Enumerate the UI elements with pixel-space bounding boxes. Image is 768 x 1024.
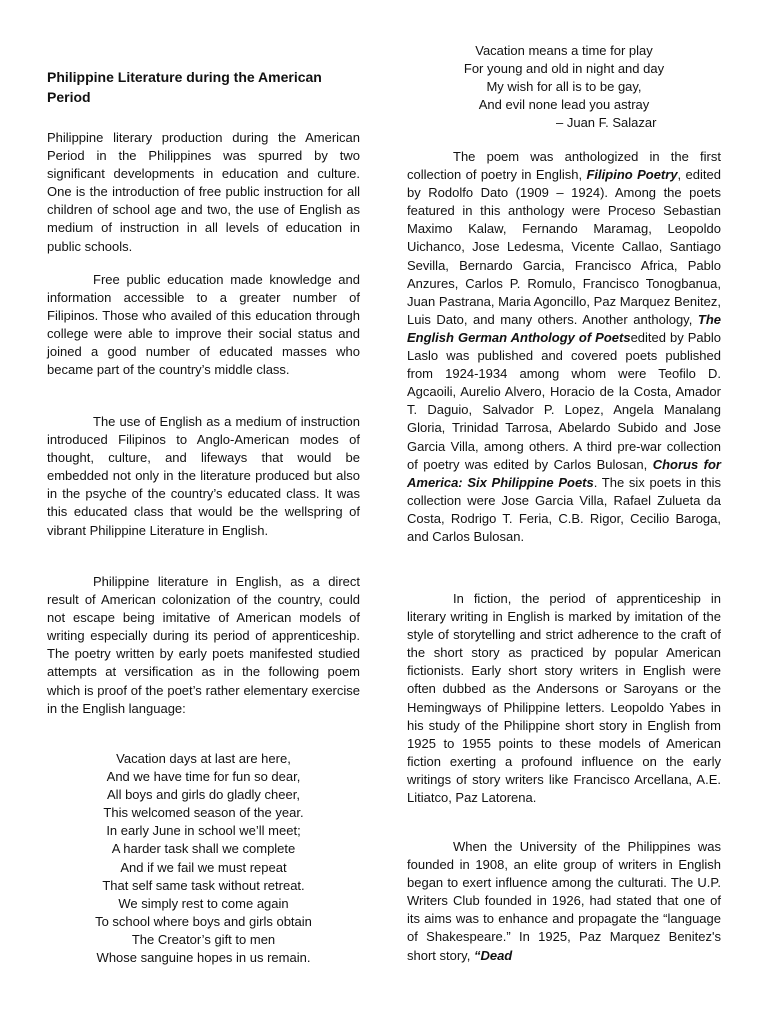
poem-attribution: – Juan F. Salazar: [556, 115, 657, 130]
text-run: When the University of the Philippines was founded in 1908, an elite group of writers in English began to exert influence among the culturati. The U.P. Writers Club founded in 1926, had stated that one of its aims was to enhance and propagate the “language of Shakespeare.” In 1925, Paz Marquez Benitez's short story,: [407, 839, 721, 963]
poem-line: All boys and girls do gladly cheer,: [107, 787, 300, 803]
paragraph-poetry-anthologies: [407, 148, 721, 546]
text-run: , edited by Rodolfo Dato (1909 – 1924). Among the poets featured in this anthology were Proceso Sebastian Maximo Kalaw, Fernando Maramag, Leopoldo Uichanco, Jose Ledesma, Vicente Callao, Santiago Sevilla, Bernardo Garcia, Francisco Africa, Pablo Anzures, Carlos P. Romulo, Francisco Tonogbanua, Juan Pastrana, Maria Agoncillo, Paz Marquez Benitez, Luis Dato, and many others. Another anthology,: [407, 167, 721, 327]
poem-line: My wish for all is to be gay,: [486, 79, 642, 95]
poem-vacation-stanza-2: [407, 42, 721, 114]
poem-line: Vacation means a time for play: [475, 43, 653, 58]
poem-line: And if we fail we must repeat: [120, 859, 287, 875]
poem-line: And we have time for fun so dear,: [106, 769, 301, 785]
poem-line: For young and old in night and day: [463, 61, 665, 77]
poem-line: Vacation days at last are here,: [116, 751, 291, 766]
poem-line: Whose sanguine hopes in us remain.: [96, 950, 311, 966]
poem-line: This welcomed season of the year.: [103, 805, 304, 821]
poem-line: We simply rest to come again: [118, 895, 289, 911]
book-title-chorus-for-america: Chorus for America: Six Philippine Poets: [407, 456, 721, 490]
text-run: The poem was anthologized in the first collection of poetry in English,: [407, 149, 721, 183]
poem-line: That self same task without retreat.: [102, 877, 305, 893]
poem-vacation-stanza-1: [47, 750, 360, 967]
paragraph-fiction-apprenticeship: In fiction, the period of apprenticeship in literary writing in English is marked by imitation of the style of storytelling and strict adherence to the craft of the short story as practiced by popular American fictionists. Early short story writers in English were often dubbed as the Andersons or Saroyans or the Hemingways of Philippine letters. Leopoldo Yabes in his study of the Philippine short story in English from 1925 to 1955 points to these models of American fiction exerting a profound influence on the early writings of story writers like Francisco Arcellana, A.E. Litiatco, Paz Latorena.: [407, 591, 721, 806]
story-title-dead-stars: “Dead: [473, 947, 513, 963]
poem-line: A harder task shall we complete: [111, 841, 296, 857]
paragraph-imitative-literature: Philippine literature in English, as a direct result of American colonization of the country, could not escape being imitative of American models of writing especially during its period of apprenticeship. The poetry written by early poets manifested studied attempts at versification as in the following poem which is proof of the poet’s rather elementary exercise in the English language:: [47, 574, 360, 716]
poem-line: And evil none lead you astray: [478, 97, 650, 113]
paragraph-english-medium: The use of English as a medium of instruction introduced Filipinos to Anglo-American modes of thought, culture, and lifeways that would be embedded not only in the literature produced but also in the psyche of the country’s educated class. It was this educated class that would be the wellspring of vibrant Philippine Literature in English.: [47, 414, 360, 538]
poem-line: The Creator’s gift to men: [131, 931, 276, 947]
page-title: Philippine Literature during the American Period: [47, 69, 322, 105]
paragraph-education-developments: Philippine literary production during the American Period in the Philippines was spurred by two significant developments in education and culture. One is the introduction of free public instruction for all children of school age and two, the use of English as medium of instruction in all levels of education in public schools.: [47, 130, 360, 254]
text-run: . The six poets in this collection were Jose Garcia Villa, Rafael Zulueta da Costa, Rodrigo T. Feria, C.B. Rigor, Cecilio Baroga, and Carlos Bulosan.: [407, 474, 721, 544]
book-title-english-german-anthology: The English German Anthology of Poets: [407, 311, 721, 345]
paragraph-free-public-education: Free public education made knowledge and information accessible to a greater number of Filipinos. Those who availed of this education through college were able to improve their social status and joined a good number of educated masses who became part of the country’s middle class.: [47, 272, 360, 378]
text-run: edited by Pablo Laslo was published and covered poets published from 1924-1934 among whom were Teofilo D. Agcaoili, Aurelio Alvero, Horacio de la Costa, Amador T. Daguio, Salvador P. Lopez, Angela Manalang Gloria, Trinidad Tarrosa, Abelardo Subido and Jose Garcia Villa, among others. A third pre-war collection of poetry was edited by Carlos Bulosan,: [407, 329, 721, 472]
poem-line: In early June in school we’ll meet;: [106, 823, 301, 839]
paragraph-up-writers-club: [407, 838, 721, 965]
book-title-filipino-poetry: Filipino Poetry: [586, 167, 678, 183]
poem-line: To school where boys and girls obtain: [95, 913, 312, 929]
